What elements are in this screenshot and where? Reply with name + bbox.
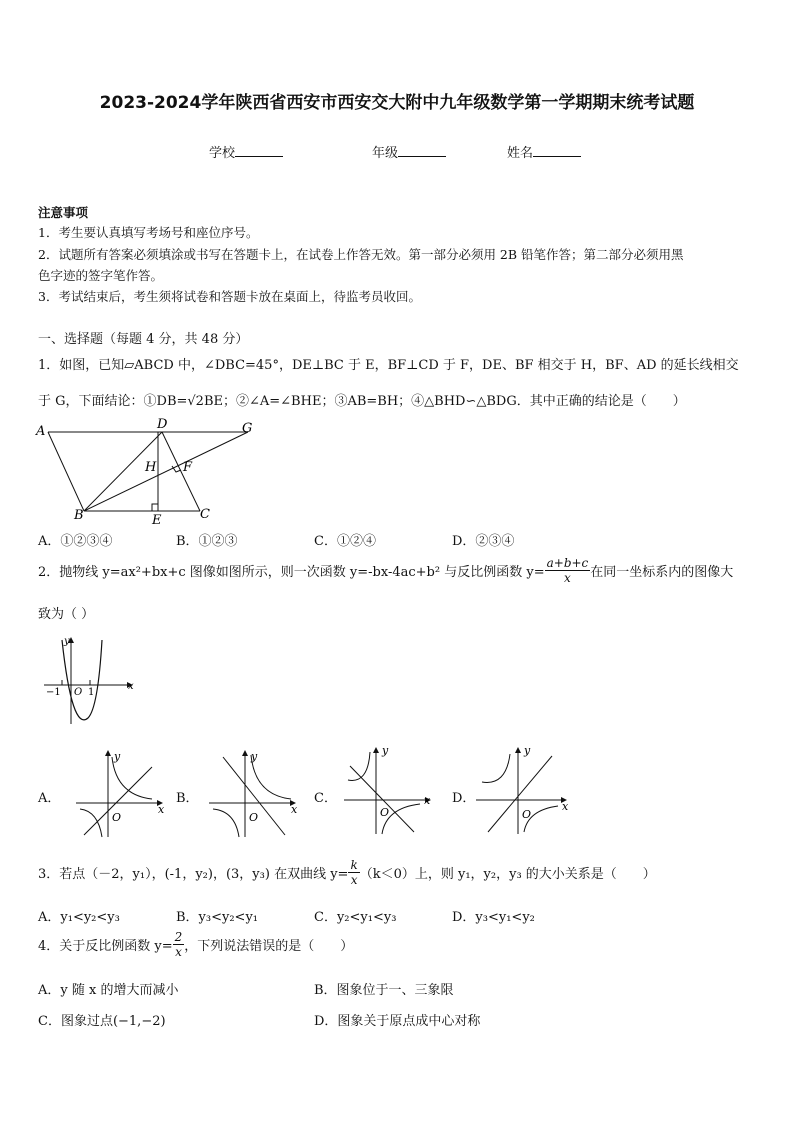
axis-x: x — [291, 803, 298, 816]
q2-text-b: 在同一坐标系内的图像大 — [590, 565, 734, 580]
q2-fraction: $\frac{a+b+c}{x}$ — [546, 556, 589, 585]
notice-heading: 注意事项 — [38, 205, 89, 220]
grade-blank — [398, 144, 446, 157]
school-field — [209, 142, 283, 161]
axis-y-label: y — [64, 636, 70, 647]
q3-option-a: A．y₁<y₂<y₃ — [38, 910, 120, 925]
q3-option-b: B．y₃<y₂<y₁ — [176, 910, 259, 925]
q3-fraction: $\frac{k}{x}$ — [350, 858, 358, 887]
page-title: 2023-2024学年陕西省西安市西安交大附中九年级数学第一学期期末统考试题 — [99, 93, 695, 113]
q2-graph-a — [72, 745, 170, 840]
question-1-line-2 — [38, 390, 686, 409]
name-field — [507, 142, 581, 161]
q1-option-d: D．②③④ — [452, 534, 515, 549]
label-h: H — [145, 460, 157, 475]
q1-option-b: B．①②③ — [176, 534, 238, 549]
origin: O — [522, 808, 532, 821]
axis-y: y — [114, 750, 121, 763]
q2-graph-c — [340, 742, 438, 837]
q2-graph-d — [472, 742, 572, 837]
axis-x-label: x — [128, 681, 134, 692]
origin: O — [112, 811, 122, 824]
axis-y: y — [382, 744, 389, 757]
grade-field — [372, 142, 446, 161]
q4-text-b: ，下列说法错误的是（ ） — [184, 939, 354, 954]
question-3 — [38, 858, 656, 887]
q2-option-a: A． — [38, 791, 61, 806]
q3-text-b: （k＜0）上，则 y₁，y₂，y₃ 的大小关系是（ ） — [359, 867, 656, 882]
school-blank — [235, 144, 283, 157]
q3-option-c: C．y₂<y₁<y₃ — [314, 910, 397, 925]
axis-x: x — [562, 800, 569, 813]
q1-option-c: C．①②④ — [314, 534, 376, 549]
axis-y: y — [251, 750, 258, 763]
notice-item: 3．考试结束后，考生须将试卷和答题卡放在桌面上，待监考员收回。 — [38, 289, 421, 304]
q4-text-a: 4．关于反比例函数 y= — [38, 939, 173, 954]
question-2-line-2: 致为（ ） — [38, 607, 95, 622]
origin-label: O — [74, 687, 83, 698]
axis-y: y — [524, 744, 531, 757]
q2-option-d: D． — [452, 791, 476, 806]
label-e: E — [152, 513, 162, 528]
notice-item: 2．试题所有答案必须填涂或书写在答题卡上，在试卷上作答无效。第一部分必须用 2B 铅笔作答；第二部分必须用黑 — [38, 247, 684, 262]
axis-x: x — [158, 803, 165, 816]
question-4 — [38, 930, 353, 959]
notice-item: 色字迹的签字笔作答。 — [38, 268, 164, 283]
name-blank — [533, 144, 581, 157]
label-b: B — [74, 508, 84, 523]
label-f: F — [183, 460, 193, 475]
q2-option-b: B． — [176, 791, 199, 806]
q1-text-a: 于 G，下面结论：①DB= — [38, 394, 188, 409]
q2-graph-b — [205, 745, 303, 840]
school-label: 学校 — [209, 146, 236, 161]
q4-option-d: D．图象关于原点成中心对称 — [314, 1014, 481, 1029]
label-g: G — [242, 421, 253, 436]
q2-text-a: 2．抛物线 y=ax²+bx+c 图像如图所示，则一次函数 y=-bx-4ac+b² 与反比例函数 y= — [38, 565, 545, 580]
origin: O — [380, 806, 390, 819]
section-heading: 一、选择题（每题 4 分，共 48 分） — [38, 332, 249, 347]
tick-one: 1 — [88, 687, 95, 698]
label-c: C — [200, 507, 210, 522]
question-2-line-1 — [38, 556, 733, 585]
axis-x: x — [424, 794, 431, 807]
q4-fraction: $\frac{2}{x}$ — [174, 930, 183, 959]
q2-option-c: C． — [314, 791, 337, 806]
sqrt-two: √2 — [187, 394, 204, 409]
name-label: 姓名 — [507, 146, 534, 161]
q4-option-c: C．图象过点(−1,−2) — [38, 1014, 166, 1029]
parabola-figure — [40, 632, 140, 727]
q3-option-d: D．y₃<y₁<y₂ — [452, 910, 535, 925]
label-a: A — [36, 424, 46, 439]
q3-text-a: 3．若点（－2，y₁），(-1，y₂)，(3，y₃) 在双曲线 y= — [38, 867, 349, 882]
label-d: D — [157, 417, 168, 432]
notice-item: 1．考生要认真填写考场号和座位序号。 — [38, 225, 259, 240]
origin: O — [249, 811, 259, 824]
q1-option-a: A．①②③④ — [38, 534, 113, 549]
q1-text-b: BE；②∠A=∠BHE；③AB=BH；④△BHD∽△BDG．其中正确的结论是（ ） — [203, 394, 686, 409]
question-1-line-1: 1．如图，已知▱ABCD 中，∠DBC=45°，DE⊥BC 于 E，BF⊥CD 于 F，DE、BF 相交于 H，BF、AD 的延长线相交 — [38, 358, 739, 373]
grade-label: 年级 — [372, 146, 399, 161]
q4-option-b: B．图象位于一、三象限 — [314, 983, 454, 998]
tick-neg-one: −1 — [46, 687, 61, 698]
parallelogram-figure — [30, 415, 270, 530]
q4-option-a: A．y 随 x 的增大而减小 — [38, 983, 179, 998]
